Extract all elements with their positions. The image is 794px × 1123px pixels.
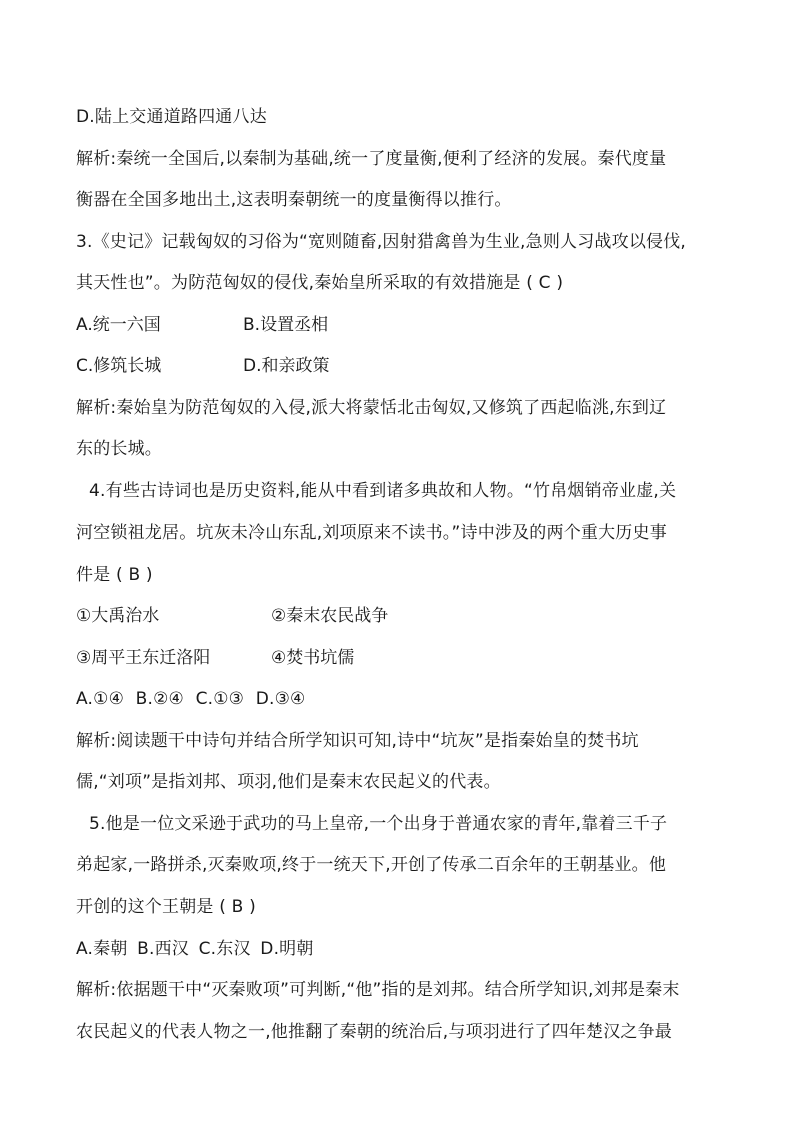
option-d-q3: D.和亲政策 xyxy=(243,356,330,376)
analysis-q4-line1: 解析:阅读题干中诗句并结合所学知识可知,诗中“坑灰”是指秦始皇的焚书坑 xyxy=(76,731,639,751)
question-4-line2: 河空锁祖龙居。坑灰未冷山东乱,刘项原来不读书。”诗中涉及的两个重大历史事 xyxy=(76,523,667,543)
item-4-q4: ④焚书坑儒 xyxy=(271,648,355,668)
item-3-q4: ③周平王东迁洛阳 xyxy=(76,648,211,668)
item-2-q4: ②秦末农民战争 xyxy=(271,606,389,626)
analysis-q5-line1: 解析:依据题干中“灭秦败项”可判断,“他”指的是刘邦。结合所学知识,刘邦是秦末 xyxy=(76,980,680,1000)
options-q4: A.①④ B.②④ C.①③ D.③④ xyxy=(76,689,306,709)
option-b-q3: B.设置丞相 xyxy=(243,315,329,335)
analysis-q2-line2: 衡器在全国多地出土,这表明秦朝统一的度量衡得以推行。 xyxy=(76,190,512,210)
question-3-line1: 3.《史记》记载匈奴的习俗为“宽则随畜,因射猎禽兽为生业,急则人习战攻以侵伐, xyxy=(76,232,687,252)
analysis-q3-line1: 解析:秦始皇为防范匈奴的入侵,派大将蒙恬北击匈奴,又修筑了西起临洮,东到辽 xyxy=(76,398,667,418)
analysis-q5-line2: 农民起义的代表人物之一,他推翻了秦朝的统治后,与项羽进行了四年楚汉之争最 xyxy=(76,1022,673,1042)
question-3-line2: 其天性也”。为防范匈奴的侵伐,秦始皇所采取的有效措施是 ( C ) xyxy=(76,273,564,293)
question-4-line1: 4.有些古诗词也是历史资料,能从中看到诸多典故和人物。“竹帛烟销帝业虚,关 xyxy=(89,481,677,501)
analysis-q3-line2: 东的长城。 xyxy=(76,439,162,459)
question-4-line3: 件是 ( B ) xyxy=(76,565,153,585)
question-5-line1: 5.他是一位文采逊于武功的马上皇帝,一个出身于普通农家的青年,靠着三千子 xyxy=(89,814,668,834)
analysis-q4-line2: 儒,“刘项”是指刘邦、项羽,他们是秦末农民起义的代表。 xyxy=(76,772,501,792)
question-5-line3: 开创的这个王朝是 ( B ) xyxy=(76,897,256,917)
option-c-q3: C.修筑长城 xyxy=(76,356,162,376)
item-1-q4: ①大禹治水 xyxy=(76,606,160,626)
question-5-line2: 弟起家,一路拼杀,灭秦败项,终于一统天下,开创了传承二百余年的王朝基业。他 xyxy=(76,855,667,875)
analysis-q2-line1: 解析:秦统一全国后,以秦制为基础,统一了度量衡,便利了经济的发展。秦代度量 xyxy=(76,149,667,169)
option-a-q3: A.统一六国 xyxy=(76,315,161,335)
option-d-q2: D.陆上交通道路四通八达 xyxy=(76,107,267,127)
options-q5: A.秦朝 B.西汉 C.东汉 D.明朝 xyxy=(76,939,314,959)
